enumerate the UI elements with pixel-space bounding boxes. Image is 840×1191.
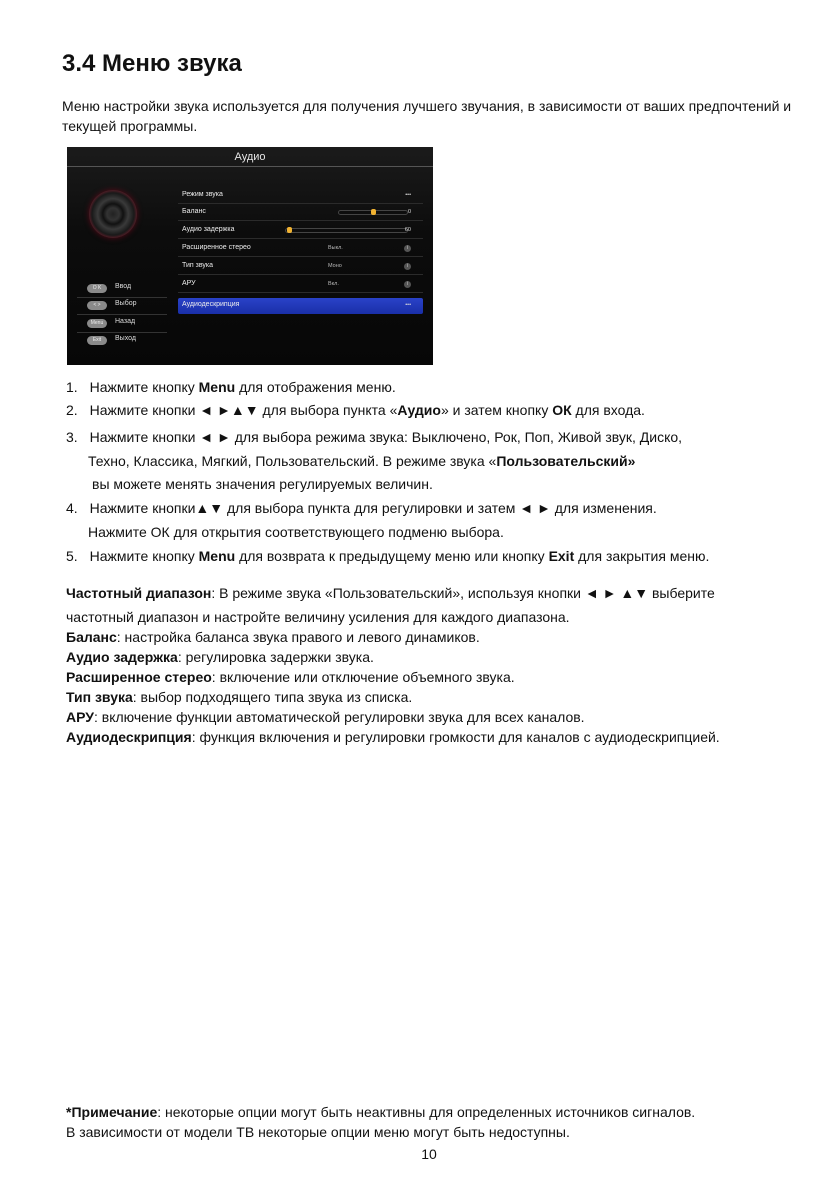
nav-divider [77,314,167,315]
tv-title-divider [67,166,433,167]
definition-text: : регулировка задержки звука. [177,649,374,665]
menu-row-audio-delay[interactable] [178,223,423,239]
menu-row-audio-description[interactable] [178,298,423,314]
menu-row-balance[interactable] [178,205,423,221]
info-icon: i [404,281,411,288]
definition-term: Расширенное стерео [66,669,212,685]
nav-divider [77,332,167,333]
menu-row-value: Выкл. [328,245,343,251]
row-divider [178,274,423,275]
menu-row-label: Тип звука [182,262,213,269]
footnote-text: : некоторые опции могут быть неактивны для определенных источников сигналов. [157,1104,696,1120]
menu-row-value: Вкл. [328,281,339,287]
nav-hint-back [75,317,165,331]
definition-term: Частотный диапазон [66,585,212,601]
definition-term: Баланс [66,629,117,645]
more-indicator: ••• [405,192,411,198]
definition-line [66,667,826,687]
step-text: Нажмите кнопки ◄ ►▲▼ для выбора пункта « [89,402,398,418]
menu-row-surround[interactable] [178,241,423,257]
delay-slider-knob[interactable] [287,227,292,233]
menu-row-value: Моно [328,263,342,269]
step-text: для закрытия меню. [574,548,710,564]
speaker-icon [89,190,137,238]
nav-hint-label: Назад [115,318,136,325]
step-text: Техно, Классика, Мягкий, Пользовательский. В режиме звука « [88,453,497,469]
step-emphasis: Menu [198,548,236,564]
nav-hint-label: Выход [115,335,136,342]
intro-paragraph: Меню настройки звука используется для получения лучшего звучания, в зависимости от ваших предпочтений и текущей программы. [62,98,792,134]
footnote-term: *Примечание [66,1104,158,1120]
row-divider [178,292,423,293]
exit-key-icon: Exit [87,336,107,345]
menu-row-label: Баланс [182,208,206,215]
step-emphasis: Exit [548,548,575,564]
step-text: Нажмите ОК для открытия соответствующего подменю выбора. [88,524,504,540]
page-title: 3.4 Меню звука [62,50,242,77]
step-emphasis: Аудио [397,402,441,418]
definition-text: : включение или отключение объемного звука. [211,669,515,685]
footnote-line [66,1102,695,1122]
nav-hint-label: Выбор [115,300,137,307]
nav-hint-label: Ввод [115,283,132,290]
step-text: для входа. [571,402,645,418]
definition-term: АРУ [66,709,94,725]
step-line [66,500,657,516]
step-line [88,453,635,469]
step-emphasis: Пользовательский» [496,453,636,469]
definition-line [66,707,826,727]
step-number: 5. [66,548,82,564]
footnote-line: В зависимости от модели ТВ некоторые опции меню могут быть недоступны. [66,1124,570,1140]
definition-text: : В режиме звука «Пользовательский», используя кнопки ◄ ► ▲▼ выберите [211,585,715,601]
nav-hint-select [75,299,165,313]
tv-menu-title: Аудио [234,151,266,163]
row-divider [178,220,423,221]
balance-value: 0 [407,209,411,215]
nav-hint-exit [75,334,165,348]
menu-row-label: Аудиодескрипция [182,301,240,308]
balance-slider-knob[interactable] [371,209,376,215]
definition-line [66,607,826,627]
menu-key-icon: Menu [87,319,107,328]
step-line [66,402,645,418]
definition-line [66,687,826,707]
page-number: 10 [421,1146,437,1162]
term-definitions [66,583,826,747]
delay-slider-track[interactable] [285,228,408,233]
menu-row-sound-type[interactable] [178,259,423,275]
menu-row-label: АРУ [182,280,196,287]
step-line [92,476,433,492]
nav-hint-ok [75,282,165,296]
step-text: Нажмите кнопки▲▼ для выбора пункта для регулировки и затем ◄ ► для изменения. [89,500,657,516]
delay-value: 60 [404,227,411,233]
step-text: Нажмите кнопку [89,379,199,395]
step-emphasis: Menu [198,379,236,395]
step-line [88,524,504,540]
step-text: для отображения меню. [235,379,396,395]
step-text: Нажмите кнопки ◄ ► для выбора режима звука: Выключено, Рок, Поп, Живой звук, Диско, [89,429,683,445]
tv-audio-menu-screenshot [67,147,433,365]
step-number: 4. [66,500,82,516]
definition-line [66,727,826,747]
menu-row-label: Аудио задержка [182,226,235,233]
ok-key-icon: O K [87,284,107,293]
step-text: вы можете менять значения регулируемых величин. [92,476,433,492]
step-emphasis: ОК [552,402,572,418]
menu-row-label: Расширенное стерео [182,244,251,251]
definition-text: : включение функции автоматической регулировки звука для всех каналов. [93,709,585,725]
step-number: 1. [66,379,82,395]
step-number: 2. [66,402,82,418]
step-text: для возврата к предыдущему меню или кнопку [235,548,549,564]
definition-text: : функция включения и регулировки громкости для каналов с аудиодескрипцией. [191,729,720,745]
definition-term: Тип звука [66,689,133,705]
menu-row-sound-mode[interactable] [178,188,423,204]
step-text: Нажмите кнопку [89,548,199,564]
info-icon: i [404,263,411,270]
step-line [66,548,709,564]
row-divider [178,238,423,239]
definition-text: : выбор подходящего типа звука из списка. [132,689,413,705]
more-indicator: ••• [405,302,411,308]
step-number: 3. [66,429,82,445]
definition-term: Аудиодескрипция [66,729,192,745]
definition-text: : настройка баланса звука правого и левого динамиков. [116,629,480,645]
definition-line [66,647,826,667]
row-divider [178,203,423,204]
step-line [66,379,396,395]
arrows-key-icon: < > [87,301,107,310]
definition-line [66,627,826,647]
nav-divider [77,297,167,298]
info-icon: i [404,245,411,252]
menu-row-avl[interactable] [178,277,423,293]
definition-text: частотный диапазон и настройте величину усиления для каждого диапазона. [66,609,570,625]
definition-term: Аудио задержка [66,649,178,665]
step-text: » и затем кнопку [440,402,553,418]
menu-row-label: Режим звука [182,191,223,198]
footnote [66,1102,695,1142]
step-line [66,429,682,445]
definition-line [66,583,826,603]
row-divider [178,256,423,257]
